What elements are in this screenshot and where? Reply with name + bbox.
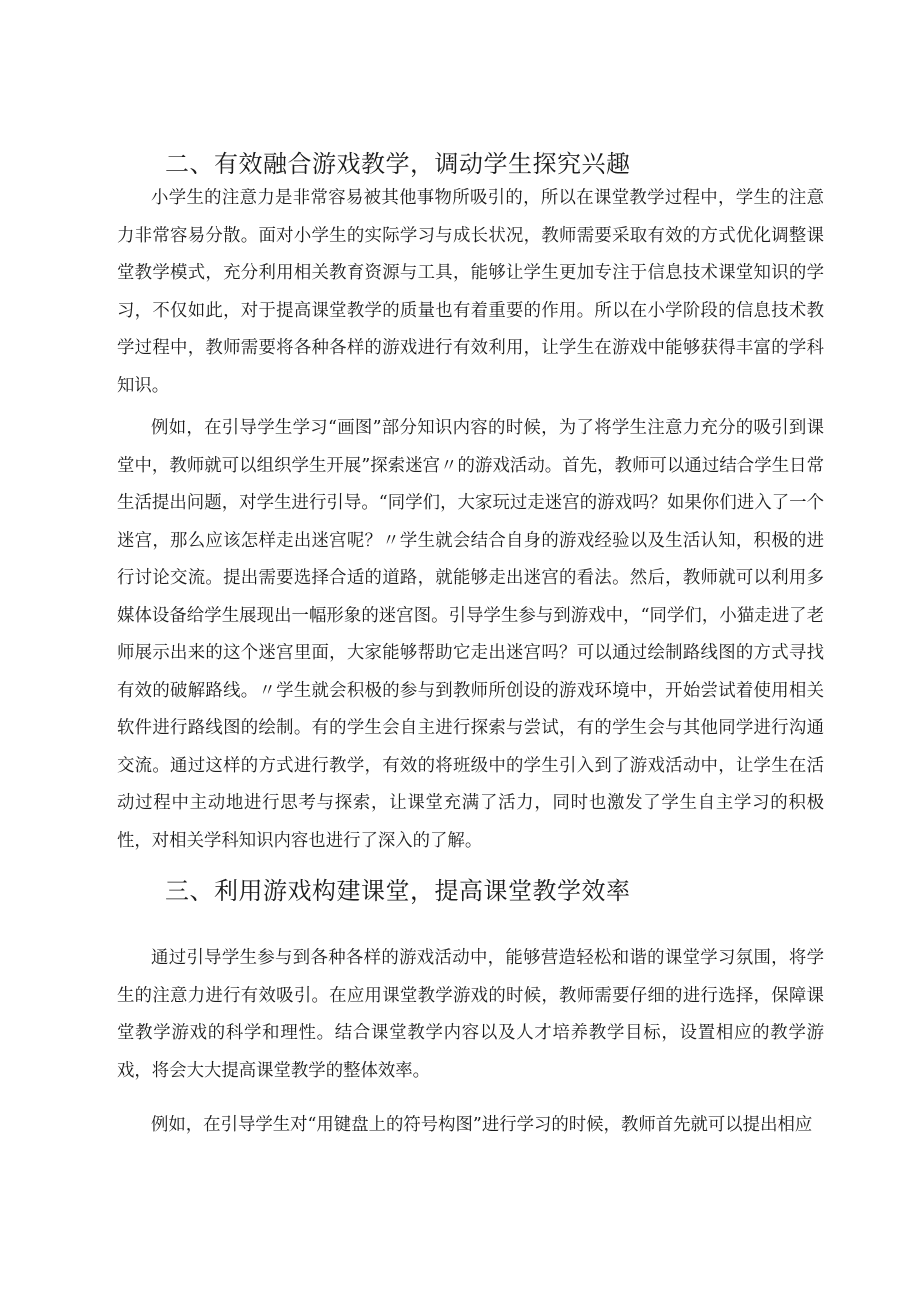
section-heading-3: 三、利用游戏构建课堂，提高课堂教学效率 [165, 877, 631, 905]
section-2-paragraph-1: 小学生的注意力是非常容易被其他事物所吸引的，所以在课堂教学过程中，学生的注意力非常容易分散。面对小学生的实际学习与成长状况，教师需要采取有效的方式优化调整课堂教学模式，充分利用相关教育资源与工具，能够让学生更加专注于信息技术课堂知识的学习，不仅如此，对于提高课堂教学的质量也有着重要的作用。所以在小学阶段的信息技术教学过程中，教师需要将各种各样的游戏进行有效利用，让学生在游戏中能够获得丰富的学科知识。 [117, 188, 824, 396]
section-3-paragraph-1: 通过引导学生参与到各种各样的游戏活动中，能够营造轻松和谐的课堂学习氛围，将学生的注意力进行有效吸引。在应用课堂教学游戏的时候，教师需要仔细的进行选择，保障课堂教学游戏的科学和理性。结合课堂教学内容以及人才培养教学目标，设置相应的教学游戏，将会大大提高课堂教学的整体效率。 [117, 948, 824, 1081]
section-2-paragraph-2: 例如，在引导学生学习“画图”部分知识内容的时候，为了将学生注意力充分的吸引到课堂中，教师就可以组织学生开展”探索迷宫〃的游戏活动。首先，教师可以通过结合学生日常生活提出问题，对学生进行引导。“同学们，大家玩过走迷宫的游戏吗？如果你们进入了一个迷宫，那么应该怎样走出迷宫呢？〃学生就会结合自身的游戏经验以及生活认知，积极的进行讨论交流。提出需要选择合适的道路，就能够走出迷宫的看法。然后，教师就可以利用多媒体设备给学生展现出一幅形象的迷宫图。引导学生参与到游戏中，“同学们，小猫走进了老师展示出来的这个迷宫里面，大家能够帮助它走出迷宫吗？可以通过绘制路线图的方式寻找有效的破解路线。〃学生就会积极的参与到教师所创设的游戏环境中，开始尝试着使用相关软件进行路线图的绘制。有的学生会自主进行探索与尝试，有的学生会与其他同学进行沟通交流。通过这样的方式进行教学，有效的将班级中的学生引入到了游戏活动中，让学生在活动过程中主动地进行思考与探索，让课堂充满了活力，同时也激发了学生自主学习的积极性，对相关学科知识内容也进行了深入的了解。 [117, 418, 824, 851]
section-heading-2: 二、有效融合游戏教学，调动学生探究兴趣 [165, 150, 631, 178]
section-3-paragraph-2: 例如，在引导学生对“用键盘上的符号构图”进行学习的时候，教师首先就可以提出相应 [151, 1115, 813, 1135]
